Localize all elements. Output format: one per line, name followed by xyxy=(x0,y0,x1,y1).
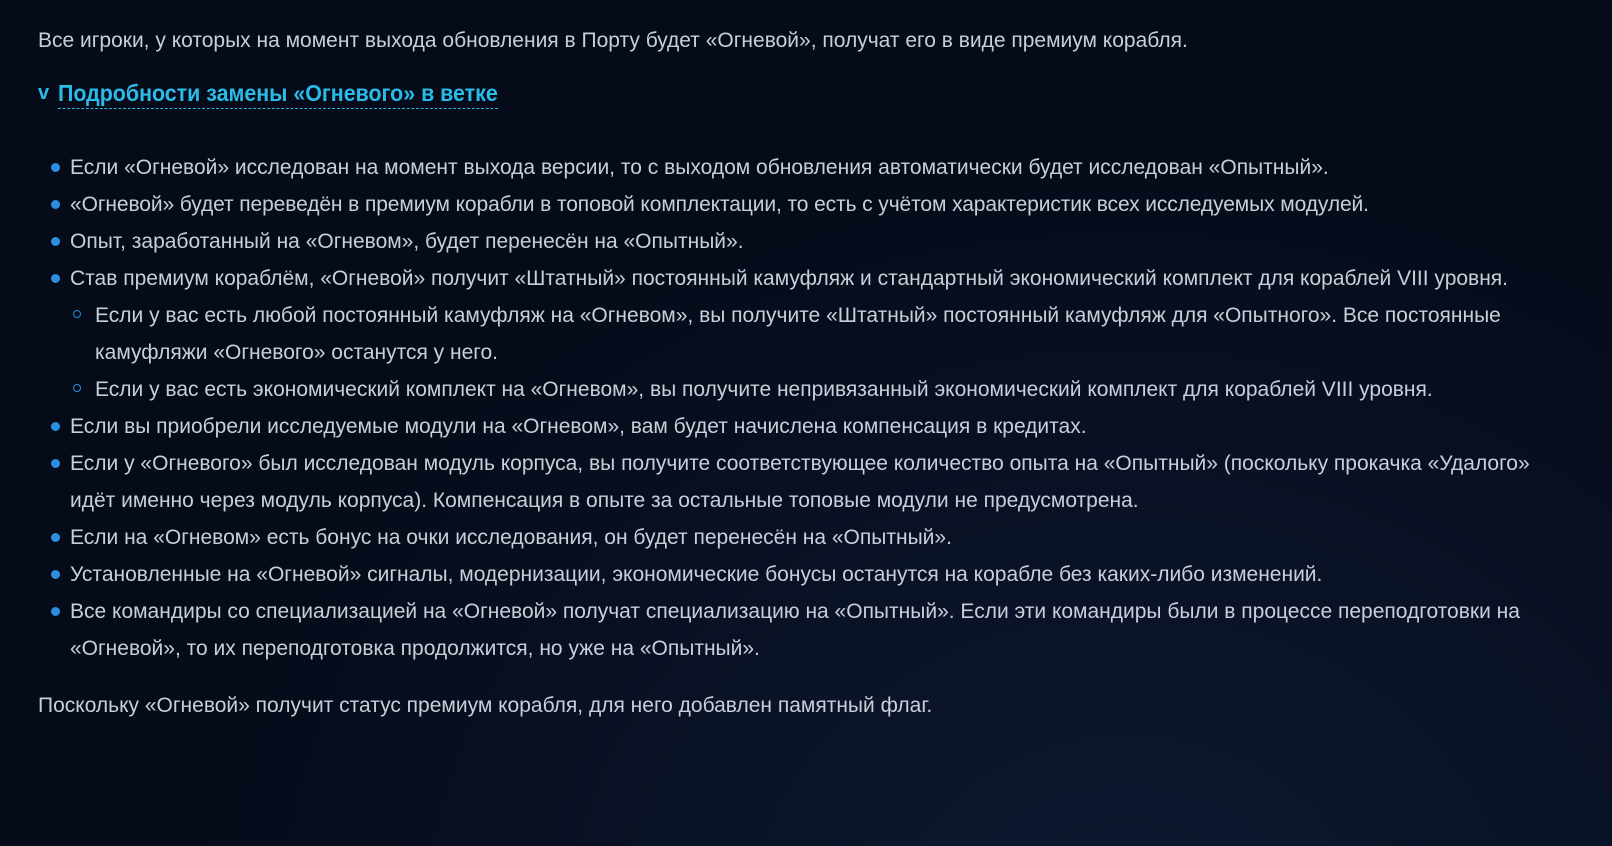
sublist-item xyxy=(38,371,1560,408)
details-sublist xyxy=(38,297,1560,408)
list-item xyxy=(38,445,1560,519)
list-item-text: Если вы приобрели исследуемые модули на «Огневом», вам будет начислена компенсация в кредитах. xyxy=(70,415,1087,438)
intro-paragraph: Все игроки, у которых на момент выхода обновления в Порту будет «Огневой», получат его в виде премиум корабля. xyxy=(38,29,1188,52)
list-item-text: «Огневой» будет переведён в премиум корабли в топовой комплектации, то есть с учётом характеристик всех исследуемых модулей. xyxy=(70,193,1369,216)
sublist-item-text: Если у вас есть любой постоянный камуфляж на «Огневом», вы получите «Штатный» постоянный камуфляж для «Опытного». Все постоянные камуфляжи «Огневого» останутся у него. xyxy=(95,304,1501,364)
details-list xyxy=(38,149,1560,297)
bullet-icon xyxy=(51,200,60,209)
list-item xyxy=(38,519,1560,556)
final-paragraph: Поскольку «Огневой» получит статус премиум корабля, для него добавлен памятный флаг. xyxy=(38,694,933,717)
bullet-icon xyxy=(51,459,60,468)
sublist-item-text: Если у вас есть экономический комплект на «Огневом», вы получите непривязанный экономический комплект для кораблей VIII уровня. xyxy=(95,378,1433,401)
bullet-icon xyxy=(51,237,60,246)
list-item-text: Опыт, заработанный на «Огневом», будет перенесён на «Опытный». xyxy=(70,230,744,253)
list-item xyxy=(38,149,1560,186)
bullet-icon xyxy=(51,422,60,431)
chevron-down-icon: v xyxy=(38,82,50,104)
list-item xyxy=(38,408,1560,445)
bullet-icon xyxy=(51,274,60,283)
list-item-text: Если у «Огневого» был исследован модуль корпуса, вы получите соответствующее количество опыта на «Опытный» (поскольку прокачка «Удалого» идёт именно через модуль корпуса). Компенсация в опыте за остальные топовые модули не предусмотрена. xyxy=(70,452,1530,512)
details-list-continued xyxy=(38,408,1560,667)
list-item xyxy=(38,186,1560,223)
circle-bullet-icon xyxy=(73,310,81,318)
bullet-icon xyxy=(51,163,60,172)
list-item xyxy=(38,556,1560,593)
spoiler-title[interactable]: Подробности замены «Огневого» в ветке xyxy=(58,78,498,109)
list-item-text: Если «Огневой» исследован на момент выхода версии, то с выходом обновления автоматически будет исследован «Опытный». xyxy=(70,156,1329,179)
list-item-text: Все командиры со специализацией на «Огневой» получат специализацию на «Опытный». Если эти командиры были в процессе переподготовки на «Огневой», то их переподготовка продолжится, но уже на «Опытный». xyxy=(70,600,1520,660)
circle-bullet-icon xyxy=(73,384,81,392)
spoiler-toggle[interactable] xyxy=(38,73,1560,113)
list-item xyxy=(38,593,1560,667)
list-item-text: Если на «Огневом» есть бонус на очки исследования, он будет перенесён на «Опытный». xyxy=(70,526,952,549)
list-item xyxy=(38,223,1560,260)
list-item-text: Установленные на «Огневой» сигналы, модернизации, экономические бонусы останутся на корабле без каких-либо изменений. xyxy=(70,563,1323,586)
bullet-icon xyxy=(51,607,60,616)
list-item-text: Став премиум кораблём, «Огневой» получит «Штатный» постоянный камуфляж и стандартный экономический комплект для кораблей VIII уровня. xyxy=(70,267,1509,290)
sublist-item xyxy=(38,297,1560,371)
bullet-icon xyxy=(51,533,60,542)
list-item xyxy=(38,260,1560,297)
bullet-icon xyxy=(51,570,60,579)
